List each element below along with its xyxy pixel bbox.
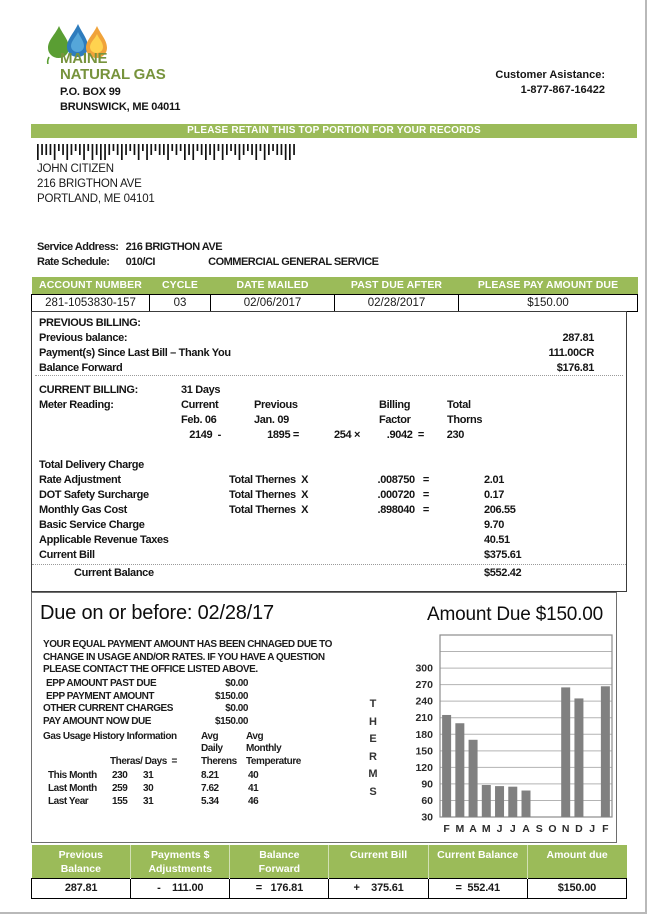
chart-y-tick: 210 (415, 712, 433, 725)
chart-bar-J-4 (495, 786, 504, 817)
summary-current-bill: + 375.61 (329, 878, 428, 898)
brand-line2: NATURAL GAS (60, 66, 166, 83)
date-current: Feb. 06 (181, 414, 217, 426)
epp-row (43, 703, 283, 716)
col-previous: Previous (254, 399, 298, 411)
summary-header-row (32, 845, 627, 878)
rate-schedule-label: Rate Schedule: (37, 256, 110, 268)
summary-previous-balance: 287.81 (32, 878, 131, 898)
col-thorns: Thorns (447, 414, 483, 426)
charge-amount: 2.01 (484, 474, 505, 486)
due-and-usage-box (31, 592, 617, 843)
usage-hdr-avg1: Avg (201, 731, 219, 742)
summary-header-previous-balance: Previous Balance (32, 845, 131, 878)
recipient-address2: PORTLAND, ME 04101 (37, 193, 155, 205)
epp-notice-line: YOUR EQUAL PAYMENT AMOUNT HAS BEEN CHNAGED DUE TO (43, 639, 332, 650)
service-address-value: 216 BRIGTHON AVE (125, 241, 223, 253)
chart-y-axis-letter: R (369, 750, 377, 763)
charge-unit: Total Thernes X (229, 474, 309, 486)
chart-bar-A-6 (522, 791, 531, 817)
chart-bar-M-3 (482, 785, 491, 817)
chart-month-label: F (443, 823, 450, 835)
charge-amount: 40.51 (484, 534, 510, 546)
charge-amount: 0.17 (484, 489, 505, 501)
previous-billing-block (39, 316, 618, 376)
chart-bar-J-5 (508, 787, 517, 817)
usage-avg-daily: 8.21 (201, 770, 219, 781)
payments-row (39, 346, 618, 361)
past-due-after-value: 02/28/2017 (335, 294, 459, 311)
usage-hdr-therens: Therens (201, 756, 237, 767)
previous-balance-label: Previous balance: (39, 332, 128, 344)
charge-row (32, 518, 626, 533)
billing-details-box (31, 311, 627, 592)
current-billing-title: CURRENT BILLING: (39, 384, 138, 396)
epp-row (43, 678, 283, 691)
cycle-value: 03 (150, 294, 211, 311)
payments-label: Payment(s) Since Last Bill – Thank You (39, 347, 231, 359)
charge-unit: Total Thernes X (229, 504, 309, 516)
divider-dotted-1 (35, 375, 623, 376)
summary-payments: - 111.00 (131, 878, 230, 898)
balance-forward-row (39, 361, 618, 376)
read-current: 2149 - (189, 429, 221, 441)
charge-row (32, 548, 626, 563)
chart-bar-D-10 (574, 698, 583, 817)
company-po-box: P.O. BOX 99 (60, 86, 121, 98)
epp-notice-line: CHANGE IN USAGE AND/OR RATES. IF YOU HAVE A QUESTION (43, 651, 325, 663)
chart-y-tick: 30 (421, 811, 433, 824)
charge-label: Monthly Gas Cost (39, 504, 127, 516)
usage-days: 30 (143, 783, 154, 794)
chart-y-axis-label (366, 696, 380, 801)
charge-unit: Total Thernes X (229, 489, 309, 501)
pay-amount-due-header: PLEASE PAY AMOUNT DUE (459, 277, 638, 294)
brand-line1: MAINE (60, 50, 108, 67)
chart-bar-M-1 (455, 723, 464, 817)
amount-due-heading: Amount Due $150.00 (427, 604, 603, 625)
rate-schedule-value: 010/CI (125, 256, 155, 268)
chart-bar-F-0 (442, 715, 451, 817)
balance-forward-label: Balance Forward (39, 362, 123, 374)
usage-avg-daily: 5.34 (201, 796, 219, 807)
summary-header-current-bill: Current Bill (329, 845, 428, 878)
usage-days: 31 (143, 770, 154, 781)
chart-y-axis-letter: T (369, 698, 377, 710)
chart-y-tick: 300 (415, 662, 433, 675)
charge-label: DOT Safety Surcharge (39, 489, 149, 501)
rate-schedule-row (37, 255, 378, 270)
charge-row (32, 473, 626, 488)
summary-balance-forward: = 176.81 (230, 878, 329, 898)
payments-value: 111.00CR (548, 347, 594, 359)
summary-header-balance-forward: Balance Forward (230, 845, 329, 878)
balance-summary-table (31, 845, 627, 899)
chart-month-label: O (548, 823, 557, 835)
chart-month-label: S (535, 823, 543, 835)
usage-history-title: Gas Usage History Information (43, 731, 177, 742)
rate-class-value: COMMERCIAL GENERAL SERVICE (208, 256, 379, 268)
usage-row-label: Last Month (48, 783, 97, 794)
charge-label: Total Delivery Charge (39, 459, 144, 471)
meter-reading-label: Meter Reading: (39, 399, 114, 411)
previous-balance-row (39, 331, 618, 346)
epp-label: EPP PAYMENT AMOUNT (46, 690, 155, 702)
current-balance-label: Current Balance (74, 567, 154, 579)
read-previous: 1895 = (267, 429, 299, 441)
charge-row (32, 458, 626, 473)
chart-month-label: N (561, 823, 570, 835)
charge-amount: 206.55 (484, 504, 516, 516)
recipient-address1: 216 BRIGTHON AVE (37, 178, 142, 190)
company-city: BRUNSWICK, ME 04011 (60, 101, 181, 113)
chart-month-label: M (481, 823, 491, 835)
usage-hdr-avg2: Avg (246, 731, 264, 742)
billing-days: 31 Days (181, 384, 221, 396)
chart-bar-N-9 (561, 687, 570, 817)
account-table-header-row (32, 277, 638, 294)
summary-value-row (32, 878, 627, 898)
usage-hdr-theras: Theras/ Days = (110, 756, 177, 767)
usage-theras: 155 (112, 796, 128, 807)
epp-label: OTHER CURRENT CHARGES (43, 703, 173, 714)
chart-bar-A-2 (469, 740, 478, 817)
balance-forward-value: $176.81 (556, 362, 594, 374)
summary-header-amount-due: Amount due (527, 845, 626, 878)
usage-days: 31 (143, 796, 154, 807)
date-previous: Jan. 09 (254, 414, 289, 426)
retain-portion-banner: PLEASE RETAIN THIS TOP PORTION FOR YOUR RECORDS (31, 124, 637, 138)
usage-therms: 254 × (334, 429, 361, 441)
divider-dotted-2 (32, 564, 626, 565)
date-mailed-value: 02/06/2017 (211, 294, 335, 311)
past-due-after-header: PAST DUE AFTER (335, 277, 459, 294)
chart-month-label: A (522, 823, 530, 835)
account-table-value-row (32, 294, 638, 311)
charge-label: Current Bill (39, 549, 95, 561)
usage-row-label: This Month (48, 770, 97, 781)
usage-avg-temp: 40 (248, 770, 259, 781)
usage-theras: 259 (112, 783, 128, 794)
epp-notice (43, 639, 332, 677)
epp-row (43, 716, 283, 729)
usage-history-block (43, 731, 343, 831)
charge-rate: .000720 = (377, 489, 429, 501)
col-current: Current (181, 399, 219, 411)
usage-theras: 230 (112, 770, 128, 781)
summary-header-current-balance: Current Balance (428, 845, 527, 878)
chart-bar-F-12 (601, 686, 610, 817)
charge-amount: 9.70 (484, 519, 505, 531)
account-summary-table (31, 277, 638, 312)
chart-y-axis-letter: E (369, 733, 377, 745)
epp-value: $0.00 (225, 678, 248, 689)
summary-current-balance: = 552.41 (428, 878, 527, 898)
epp-notice-line: PLEASE CONTACT THE OFFICE LISTED ABOVE. (43, 664, 258, 675)
col-billing: Billing (379, 399, 411, 411)
charge-rate: .898040 = (377, 504, 429, 516)
usage-avg-temp: 41 (248, 783, 259, 794)
cycle-header: CYCLE (150, 277, 211, 294)
recipient-name: JOHN CITIZEN (37, 163, 114, 175)
date-mailed-header: DATE MAILED (211, 277, 335, 294)
chart-month-label: D (575, 823, 583, 835)
epp-value: $0.00 (225, 703, 248, 714)
usage-row (43, 770, 343, 783)
postal-barcode (36, 144, 298, 161)
epp-value: $150.00 (215, 690, 248, 702)
usage-hdr-temp: Temperature (246, 756, 301, 767)
usage-row-label: Last Year (48, 796, 89, 807)
chart-month-label: F (602, 823, 609, 835)
pay-amount-due-value: $150.00 (459, 294, 638, 311)
gas-usage-bar-chart (394, 629, 616, 837)
chart-y-tick: 270 (415, 679, 433, 692)
account-number-value: 281-1053830-157 (32, 294, 150, 311)
col-factor: Factor (379, 414, 411, 426)
previous-billing-title: PREVIOUS BILLING: (39, 317, 141, 329)
usage-row (43, 783, 343, 796)
current-balance-row (32, 566, 626, 581)
chart-month-label: J (496, 823, 503, 835)
chart-y-tick: 150 (415, 745, 433, 758)
chart-y-axis-letter: M (368, 768, 378, 780)
charge-label: Rate Adjustment (39, 474, 121, 486)
due-date-heading: Due on or before: 02/28/17 (40, 602, 274, 624)
usage-avg-daily: 7.62 (201, 783, 219, 794)
chart-y-tick: 90 (421, 778, 433, 791)
chart-month-label: J (589, 823, 596, 835)
chart-y-tick: 240 (415, 695, 433, 708)
usage-hdr-daily: Daily (201, 743, 223, 754)
customer-assistance-label: Customer Asistance: (495, 69, 605, 81)
charge-rate: .008750 = (377, 474, 429, 486)
charge-row (32, 488, 626, 503)
col-total: Total (447, 399, 471, 411)
customer-assistance-phone: 1-877-867-16422 (520, 84, 605, 96)
chart-month-label: A (469, 823, 477, 835)
current-billing-block (39, 384, 614, 456)
chart-y-tick: 180 (415, 728, 433, 741)
chart-y-tick: 120 (415, 761, 433, 774)
epp-label: PAY AMOUNT NOW DUE (43, 715, 152, 727)
charge-row (32, 533, 626, 548)
chart-month-label: M (455, 823, 465, 835)
summary-amount-due: $150.00 (527, 878, 626, 898)
epp-amounts-block (43, 678, 283, 728)
charge-label: Applicable Revenue Taxes (39, 534, 169, 546)
charge-amount: $375.61 (484, 549, 522, 561)
total-therms: 230 (446, 429, 464, 441)
epp-row (43, 691, 283, 704)
service-address-row (37, 240, 378, 255)
summary-header-payments: Payments $ Adjustments (131, 845, 230, 878)
epp-value: $150.00 (215, 715, 248, 727)
chart-month-label: J (509, 823, 516, 835)
billing-factor: .9042 = (386, 429, 424, 441)
service-address-label: Service Address: (37, 241, 119, 253)
charge-row (32, 503, 626, 518)
epp-label: EPP AMOUNT PAST DUE (46, 678, 157, 689)
chart-y-axis-letter: H (369, 715, 377, 728)
charges-block (32, 458, 626, 563)
account-number-header: ACCOUNT NUMBER (32, 277, 150, 294)
usage-hdr-monthly: Monthly (246, 743, 282, 754)
previous-balance-value: 287.81 (562, 332, 594, 344)
charge-label: Basic Service Charge (39, 519, 145, 531)
usage-row (43, 796, 343, 809)
chart-y-tick: 60 (421, 794, 433, 807)
usage-avg-temp: 46 (248, 796, 259, 807)
current-balance-value: $552.42 (484, 567, 522, 579)
chart-y-axis-letter: S (369, 785, 377, 798)
